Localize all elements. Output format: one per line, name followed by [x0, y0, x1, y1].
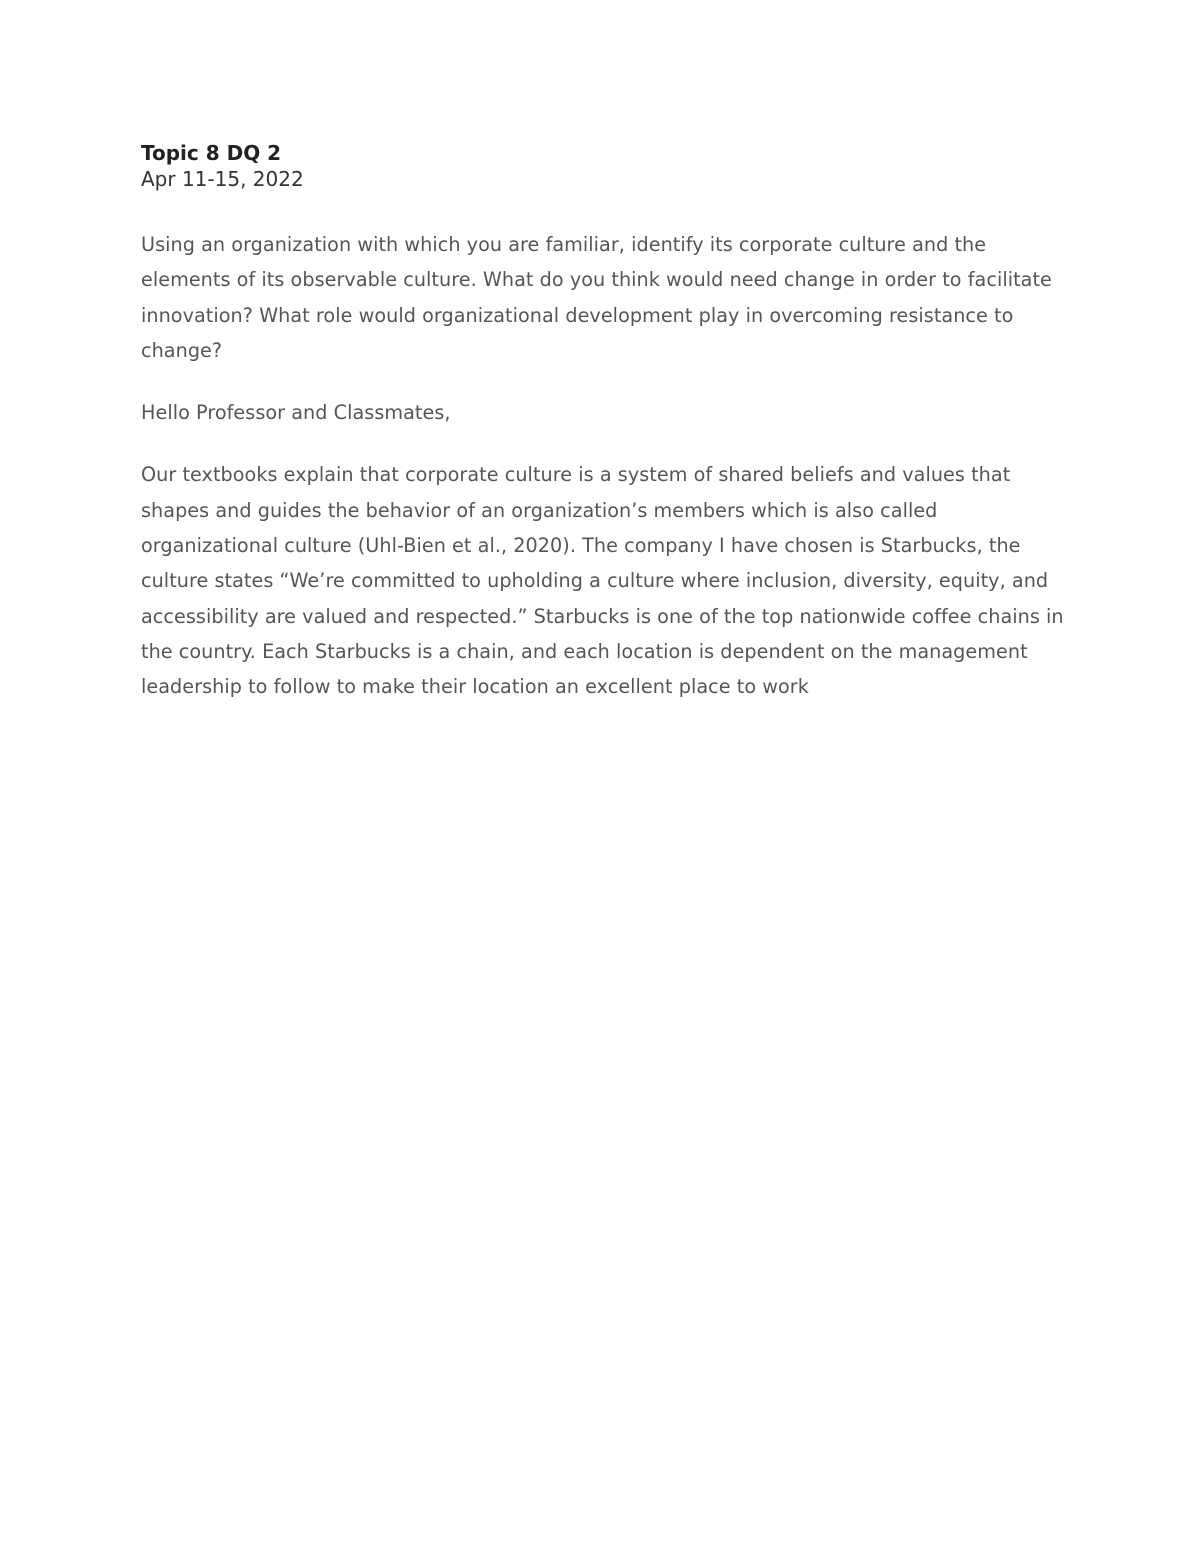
- greeting: Hello Professor and Classmates,: [141, 401, 451, 425]
- document-date: Apr 11-15, 2022: [141, 167, 304, 191]
- document-page: [141, 140, 1066, 732]
- response-body: Our textbooks explain that corporate culture is a system of shared beliefs and values that shapes and guides the behavior of an organization’s members which is also called organizational culture (Uhl-Bien et al., 2020). The company I have chosen is Starbucks, the culture states “We’re committed to upholding a culture where inclusion, diversity, equity, and accessibility are valued and respected.” Starbucks is one of the top nationwide coffee chains in the country. Each Starbucks is a chain, and each location is dependent on the management leadership to follow to make their location an excellent place to work: [141, 463, 1064, 699]
- discussion-prompt: Using an organization with which you are familiar, identify its corporate culture and the elements of its observable culture. What do you think would need change in order to facilitate innovation? What role would organizational development play in overcoming resistance to change?: [141, 233, 1052, 362]
- document-title: Topic 8 DQ 2: [141, 141, 282, 165]
